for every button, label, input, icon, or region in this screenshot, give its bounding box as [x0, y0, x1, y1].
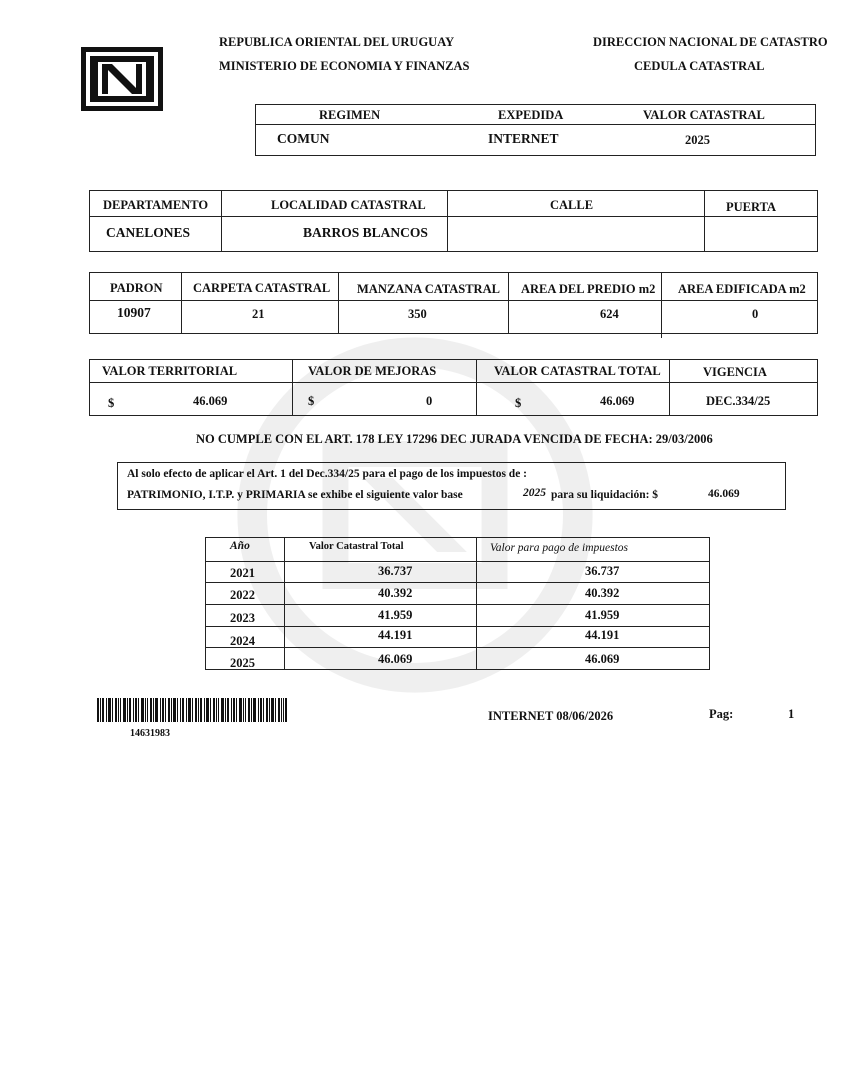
valor-catastral-year: 2025 — [685, 133, 710, 147]
page-label: Pag: — [709, 707, 734, 721]
padron-value: 10907 — [117, 305, 151, 320]
tax-line-2-end: para su liquidación: $ — [551, 489, 659, 501]
location-col-1 — [221, 190, 222, 252]
history-header-tax: Valor para pago de impuestos — [490, 542, 628, 554]
regimen-divider — [255, 124, 816, 125]
history-row-line — [205, 582, 710, 583]
regimen-label: REGIMEN — [319, 108, 381, 122]
barcode-icon — [97, 698, 287, 722]
header-country: REPUBLICA ORIENTAL DEL URUGUAY — [219, 35, 455, 49]
padron-label: PADRON — [110, 281, 163, 295]
valuation-col-2 — [476, 359, 477, 416]
expedida-label: EXPEDIDA — [498, 108, 564, 122]
localidad-label: LOCALIDAD CATASTRAL — [271, 198, 426, 212]
location-divider — [89, 216, 818, 217]
compliance-notice: NO CUMPLE CON EL ART. 178 LEY 17296 DEC JURADA VENCIDA DE FECHA: 29/03/2006 — [196, 432, 713, 446]
tax-line-1: Al solo efecto de aplicar el Art. 1 del Dec.334/25 para el pago de los impuestos de : — [127, 468, 528, 480]
parcel-col-3 — [508, 272, 509, 334]
expedida-value: INTERNET — [488, 131, 559, 146]
location-col-3 — [704, 190, 705, 252]
barcode-number: 14631983 — [130, 728, 170, 739]
tax-amount: 46.069 — [708, 488, 740, 500]
history-header-year: Año — [230, 540, 250, 552]
valor-territorial-label: VALOR TERRITORIAL — [102, 364, 238, 378]
history-row-line — [205, 626, 710, 627]
page-number: 1 — [788, 707, 795, 721]
manzana-label: MANZANA CATASTRAL — [357, 282, 500, 296]
history-row-year: 2024 — [230, 634, 255, 648]
valor-territorial-value: 46.069 — [193, 394, 228, 408]
vigencia-value: DEC.334/25 — [706, 394, 771, 408]
history-row-year: 2023 — [230, 611, 255, 625]
localidad-value: BARROS BLANCOS — [303, 225, 428, 240]
vigencia-label: VIGENCIA — [703, 365, 767, 379]
currency-symbol: $ — [108, 396, 115, 410]
history-row-total: 44.191 — [378, 628, 413, 642]
calle-label: CALLE — [550, 198, 594, 212]
area-edificada-value: 0 — [752, 307, 759, 321]
history-header-total: Valor Catastral Total — [309, 541, 404, 552]
issued-info: INTERNET 08/06/2026 — [488, 709, 614, 723]
valor-mejoras-value: 0 — [426, 394, 433, 408]
parcel-col-4 — [661, 272, 662, 338]
history-row-total: 41.959 — [378, 608, 413, 622]
header-ministry: MINISTERIO DE ECONOMIA Y FINANZAS — [219, 59, 470, 73]
history-row-tax: 40.392 — [585, 586, 620, 600]
history-row-total: 46.069 — [378, 652, 413, 666]
area-edificada-label: AREA EDIFICADA m2 — [678, 282, 806, 296]
tax-line-2: PATRIMONIO, I.T.P. y PRIMARIA se exhibe el siguiente valor base — [127, 489, 463, 501]
carpeta-value: 21 — [252, 307, 265, 321]
manzana-value: 350 — [408, 307, 427, 321]
regimen-value: COMUN — [277, 131, 330, 146]
parcel-col-2 — [338, 272, 339, 334]
valuation-divider — [89, 382, 818, 383]
history-row-line — [205, 604, 710, 605]
valuation-col-3 — [669, 359, 670, 416]
history-row-line — [205, 647, 710, 648]
currency-symbol: $ — [308, 394, 315, 408]
valor-mejoras-label: VALOR DE MEJORAS — [308, 364, 437, 378]
catastro-logo-icon — [80, 46, 164, 112]
tax-year: 2025 — [523, 487, 546, 499]
history-row-total: 40.392 — [378, 586, 413, 600]
history-row-year: 2025 — [230, 656, 255, 670]
carpeta-label: CARPETA CATASTRAL — [193, 281, 331, 295]
puerta-label: PUERTA — [726, 200, 777, 214]
history-row-tax: 44.191 — [585, 628, 620, 642]
header-document-title: CEDULA CATASTRAL — [634, 59, 765, 73]
history-row-line — [205, 561, 710, 562]
area-predio-label: AREA DEL PREDIO m2 — [521, 282, 656, 296]
area-predio-value: 624 — [600, 307, 619, 321]
parcel-divider — [89, 300, 818, 301]
header-direction: DIRECCION NACIONAL DE CATASTRO — [593, 35, 828, 49]
history-row-year: 2021 — [230, 566, 255, 580]
valor-catastral-total-value: 46.069 — [600, 394, 635, 408]
history-row-year: 2022 — [230, 588, 255, 602]
valor-catastral-label: VALOR CATASTRAL — [643, 108, 765, 122]
parcel-col-1 — [181, 272, 182, 334]
history-row-total: 36.737 — [378, 564, 413, 578]
currency-symbol: $ — [515, 396, 522, 410]
departamento-value: CANELONES — [106, 225, 191, 240]
location-col-2 — [447, 190, 448, 252]
valor-catastral-total-label: VALOR CATASTRAL TOTAL — [494, 364, 661, 378]
valuation-col-1 — [292, 359, 293, 416]
history-row-tax: 41.959 — [585, 608, 620, 622]
history-row-tax: 46.069 — [585, 652, 620, 666]
departamento-label: DEPARTAMENTO — [103, 198, 209, 212]
history-row-tax: 36.737 — [585, 564, 620, 578]
